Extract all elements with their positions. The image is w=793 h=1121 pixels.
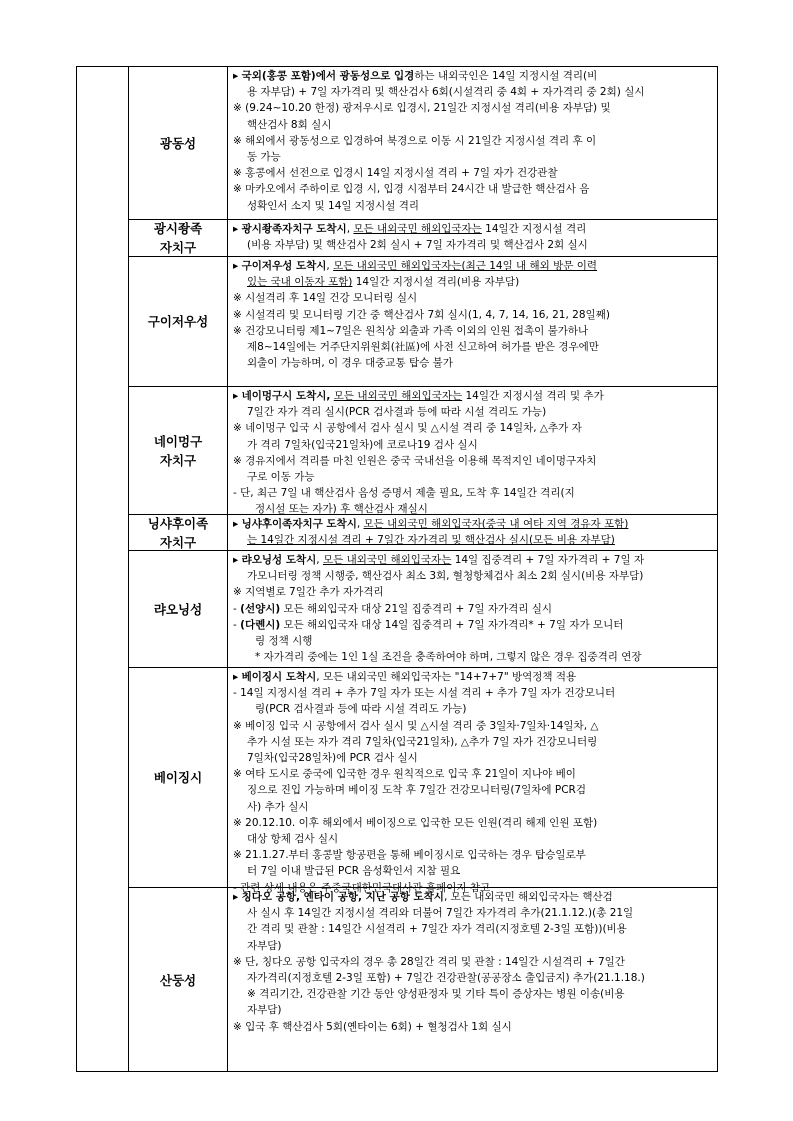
region-name: 광동성 — [129, 67, 228, 219]
text-segment: , 모든 내외국민 해외입국자는 핵산검 — [443, 891, 613, 903]
text-segment: ※ 네이멍구 입국 시 공항에서 검사 실시 및 △시설 격리 중 14일차, △추가 자 — [233, 422, 582, 435]
text-line — [233, 718, 712, 734]
text-segment: ▸ — [233, 260, 242, 272]
text-line — [233, 970, 712, 986]
text-segment: ※ 홍콩에서 선전으로 입경시 14일 지정시설 격리 + 7일 자가 건강관찰 — [233, 167, 558, 180]
region-name: 랴오닝성 — [129, 551, 228, 667]
text-line — [233, 601, 712, 617]
text-line — [233, 237, 712, 253]
table-row-guangxi — [129, 220, 718, 257]
table-row-beijing — [129, 668, 718, 894]
text-line — [233, 921, 712, 937]
text-segment: ※ 단, 칭다오 공항 입국자의 경우 총 28일간 격리 및 관찰 : 14일간 시설격리 + 7일간 — [233, 955, 625, 968]
text-line — [233, 734, 712, 750]
table-row-guangdong — [129, 67, 718, 220]
bold-text: (다롄시) — [240, 618, 281, 631]
text-segment: ※ 입국 후 핵산검사 5회(옌타이는 6회) + 혈청검사 1회 실시 — [233, 1020, 512, 1033]
text-segment: , — [356, 518, 364, 530]
underlined-text: 모든 내외국민 해외입국자(중국 내 여타 지역 경유자 포함) — [363, 518, 629, 530]
text-segment: ※ 건강모니터링 제1~7일은 원칙상 외출과 가족 이외의 인원 접촉이 불가하나 — [233, 324, 589, 337]
text-segment: ▸ — [233, 390, 242, 402]
text-segment: 자부담) — [247, 1004, 282, 1017]
text-line — [233, 133, 712, 149]
text-line — [233, 165, 712, 181]
text-segment: , — [326, 260, 334, 272]
text-line — [233, 339, 712, 355]
region-name: 네이멍구 자치구 — [129, 387, 228, 514]
text-segment: ※ 마카오에서 주하이로 입경 시, 입경 시점부터 24시간 내 발급한 핵산검사 음 — [233, 183, 590, 196]
bold-text: 베이징시 도착시 — [241, 671, 317, 683]
text-segment: ▸ — [233, 223, 242, 235]
text-line — [233, 649, 712, 665]
text-line — [233, 617, 712, 633]
bold-text: 랴오닝성 도착시 — [241, 554, 317, 566]
policy-text — [228, 515, 718, 550]
text-line — [233, 552, 712, 568]
text-line — [233, 437, 712, 453]
text-line — [233, 198, 712, 214]
text-segment: 링(PCR 검사결과 등에 따라 시설 격리도 가능) — [255, 703, 467, 716]
text-line — [233, 831, 712, 847]
left-margin-column — [77, 67, 129, 1071]
text-segment: - — [233, 618, 241, 631]
text-segment: 간 격리 및 관찰 : 14일간 시설격리 + 7일간 자가 격리(지정호텔 2-3일 포함))(비용 — [247, 923, 627, 936]
text-segment: 하는 내외국인은 14일 지정시설 격리(비 — [414, 70, 598, 82]
text-line — [233, 258, 712, 274]
underlined-text: 모든 내외국민 해외입국자는(최근 14일 내 해외 방문 이력 — [333, 260, 598, 272]
region-name: 산둥성 — [129, 888, 228, 1072]
policy-text — [228, 257, 718, 386]
text-segment: , 모든 내외국민 해외입국자는 "14+7+7" 방역정책 적용 — [316, 671, 577, 683]
text-line — [233, 799, 712, 815]
text-line — [233, 1002, 712, 1018]
text-segment: ▸ — [233, 70, 242, 82]
text-segment: 모든 해외입국자 대상 14일 집중격리 + 7일 자가격리* + 7일 자가 모니터 — [280, 618, 624, 631]
text-segment: ※ 시설격리 후 14일 건강 모니터링 실시 — [233, 292, 418, 305]
policy-text — [228, 67, 718, 219]
table-row-neimenggu — [129, 387, 718, 515]
text-line — [233, 453, 712, 469]
region-name: 닝샤후이족 자치구 — [129, 515, 228, 550]
text-line — [233, 181, 712, 197]
text-line — [233, 954, 712, 970]
text-line — [233, 221, 712, 237]
text-segment: 터 7일 이내 발급된 PCR 음성확인서 지참 필요 — [247, 865, 461, 878]
text-line — [233, 782, 712, 798]
text-segment: ※ 해외에서 광동성으로 입경하여 북경으로 이동 시 21일간 지정시설 격리 후 이 — [233, 134, 597, 147]
underlined-text: 는 14일간 지정시설 격리 + 7일간 자가격리 및 핵산검사 실시(모든 비용 자부담) — [247, 534, 615, 547]
bold-text: 닝샤후이족자치구 도착시 — [241, 518, 357, 530]
table-row-shandong — [129, 888, 718, 1072]
text-segment: 구로 이동 가능 — [247, 471, 315, 484]
text-segment: 징으로 진입 가능하며 베이징 도착 후 7일간 건강모니터링(7일차에 PCR검 — [247, 784, 586, 797]
bold-text: 칭다오 공항, 옌타이 공항, 지난 공항 도착시 — [241, 891, 444, 903]
text-line — [233, 905, 712, 921]
text-segment: 14일 집중격리 + 7일 자가격리 + 7일 자 — [451, 554, 645, 566]
text-segment: , — [316, 554, 323, 566]
text-segment: 사 실시 후 14일간 지정시설 격리와 더불어 7일간 자가격리 추가(21.1.12.)(총 21일 — [247, 907, 634, 920]
text-line — [233, 355, 712, 371]
text-segment: - — [233, 602, 241, 615]
text-line — [233, 1019, 712, 1035]
text-line — [233, 516, 712, 532]
table-row-liaoning — [129, 551, 718, 668]
policy-text — [228, 387, 718, 514]
text-segment: 자부담) — [247, 939, 282, 952]
bold-text: 국외(홍콩 포함)에서 광동성으로 입경 — [241, 70, 415, 82]
bold-text: 구이저우성 도착시 — [241, 260, 327, 272]
text-line — [233, 323, 712, 339]
policy-text — [228, 551, 718, 667]
text-line — [233, 584, 712, 600]
text-segment: 자가격리(지정호텔 2-3일 포함) + 7일간 건강관찰(공공장소 출입금지) 추가(21.1.18.) — [247, 972, 645, 985]
text-segment: ▸ — [233, 554, 242, 566]
table-row-guizhou — [129, 257, 718, 387]
text-line — [233, 863, 712, 879]
text-segment: ※ 21.1.27.부터 홍콩발 항공편을 통해 베이징시로 입국하는 경우 탑승일로부 — [233, 849, 586, 862]
text-segment: 정시설 또는 자가) 후 핵산검사 재실시 — [255, 503, 428, 516]
text-segment: ※ 베이징 입국 시 공항에서 검사 실시 및 △시설 격리 중 3일차·7일차·14일차, △ — [233, 719, 599, 732]
bold-text: 광시좡족자치구 도착시 — [241, 223, 347, 235]
underlined-text: 모든 내외국민 해외입국자는 — [353, 223, 482, 235]
text-line — [233, 532, 712, 548]
text-line — [233, 633, 712, 649]
text-segment: 핵산검사 8회 실시 — [247, 118, 332, 131]
text-line — [233, 307, 712, 323]
text-segment: 14일간 지정시설 격리 및 추가 — [462, 390, 604, 402]
text-line — [233, 815, 712, 831]
text-line — [233, 290, 712, 306]
text-segment: 링 정책 시행 — [255, 635, 313, 648]
text-line — [233, 469, 712, 485]
text-segment: 사) 추가 실시 — [247, 800, 309, 813]
text-segment: ※ 여타 도시로 중국에 입국한 경우 원칙적으로 입국 후 21일이 지나야 베이 — [233, 768, 576, 781]
text-line — [233, 117, 712, 133]
text-line — [233, 889, 712, 905]
text-line — [233, 568, 712, 584]
text-segment: ※ 경유지에서 격리를 마친 인원은 중국 국내선을 이용해 목적지인 네이멍구자치 — [233, 454, 597, 467]
policy-table — [76, 66, 718, 1072]
text-segment: ▸ — [233, 518, 242, 530]
text-segment: 가모니터링 정책 시행중, 핵산검사 최소 3회, 혈청항체검사 최소 2회 실시(비용 자부담) — [247, 570, 644, 583]
text-line — [233, 685, 712, 701]
text-segment: 14일간 지정시설 격리 — [481, 223, 587, 235]
text-segment: , — [346, 223, 354, 235]
text-line — [233, 420, 712, 436]
region-name: 광시좡족 자치구 — [129, 220, 228, 256]
text-line — [233, 274, 712, 290]
region-name: 베이징시 — [129, 668, 228, 887]
text-segment: 동 가능 — [247, 151, 281, 164]
text-segment: - 관련 상세 내용은 주중국대한민국대사관 홈페이지 참고 — [233, 881, 491, 894]
text-line — [233, 100, 712, 116]
text-segment: 외출이 가능하며, 이 경우 대중교통 탑승 불가 — [247, 357, 453, 370]
underlined-text: 모든 내외국민 해외입국자는 — [333, 390, 463, 402]
bold-text: (선양시) — [240, 602, 281, 615]
text-segment: 대상 항체 검사 실시 — [247, 833, 339, 846]
text-line — [233, 388, 712, 404]
text-segment: - 단, 최근 7일 내 핵산검사 음성 증명서 제출 필요, 도착 후 14일간 격리(지 — [233, 487, 575, 500]
text-line — [233, 701, 712, 717]
text-line — [233, 938, 712, 954]
text-segment: ※ (9.24~10.20 한정) 광저우시로 입경시, 21일간 지정시설 격리(비용 자부담) 및 — [233, 102, 611, 115]
text-segment: 성확인서 소지 및 14일 지정시설 격리 — [247, 199, 420, 212]
text-segment: ※ 격리기간, 건강관찰 기간 동안 양성판정자 및 기타 특이 증상자는 병원 이송(비용 — [247, 988, 625, 1001]
policy-text — [228, 888, 718, 1072]
text-segment: 가 격리 7일차(입국21일차)에 코로나19 검사 실시 — [247, 438, 478, 451]
text-line — [233, 766, 712, 782]
text-segment: ※ 20.12.10. 이후 해외에서 베이징으로 입국한 모든 인원(격리 해제 인원 포함) — [233, 816, 598, 829]
text-segment: 모든 해외입국자 대상 21일 집중격리 + 7일 자가격리 실시 — [280, 602, 553, 615]
text-segment: 14일간 지정시설 격리(비용 자부담) — [352, 276, 520, 289]
text-segment: 추가 시설 또는 자가 격리 7일차(입국21일차), △추가 7일 자가 건강모니터링 — [247, 735, 598, 748]
text-segment: ▸ — [233, 671, 242, 683]
text-line — [233, 847, 712, 863]
region-name: 구이저우성 — [129, 257, 228, 386]
text-segment: * 자가격리 중에는 1인 1실 조건을 충족하여야 하며, 그렇지 않은 경우 집중격리 연장 — [255, 651, 642, 664]
text-line — [233, 68, 712, 84]
underlined-text: 있는 국내 이동자 포함) — [247, 276, 353, 289]
text-line — [233, 750, 712, 766]
text-line — [233, 485, 712, 501]
text-line — [233, 149, 712, 165]
text-segment: ※ 지역별로 7일간 추가 자가격리 — [233, 586, 384, 599]
bold-text: 네이멍구시 도착시, — [241, 390, 331, 402]
text-segment: - 14일 지정시설 격리 + 추가 7일 자가 또는 시설 격리 + 추가 7일 자가 건강모니터 — [233, 687, 616, 700]
text-segment: 제8~14일에는 거주단지위원회(社區)에 사전 신고하여 허가를 받은 경우에만 — [247, 341, 599, 354]
text-line — [233, 669, 712, 685]
text-line — [233, 84, 712, 100]
text-segment: ▸ — [233, 891, 242, 903]
text-segment: 용 자부담) + 7일 자가격리 및 핵산검사 6회(시설격리 중 4회 + 자가격리 중 2회) 실시 — [247, 86, 645, 99]
text-line — [233, 986, 712, 1002]
text-segment: 7일차(입국28일차)에 PCR 검사 실시 — [247, 752, 418, 765]
policy-text — [228, 220, 718, 256]
text-segment: 7일간 자가 격리 실시(PCR 검사결과 등에 따라 시설 격리도 가능) — [247, 406, 547, 419]
text-segment: ※ 시설격리 및 모니터링 기간 중 핵산검사 7회 실시(1, 4, 7, 14, 16, 21, 28일째) — [233, 308, 610, 321]
text-line — [233, 404, 712, 420]
policy-text — [228, 668, 718, 894]
underlined-text: 모든 내외국민 해외입국자는 — [322, 554, 452, 566]
text-segment: (비용 자부담) 및 핵산검사 2회 실시 + 7일 자가격리 및 핵산검사 2회 실시 — [247, 239, 588, 252]
table-row-ningxia — [129, 515, 718, 551]
